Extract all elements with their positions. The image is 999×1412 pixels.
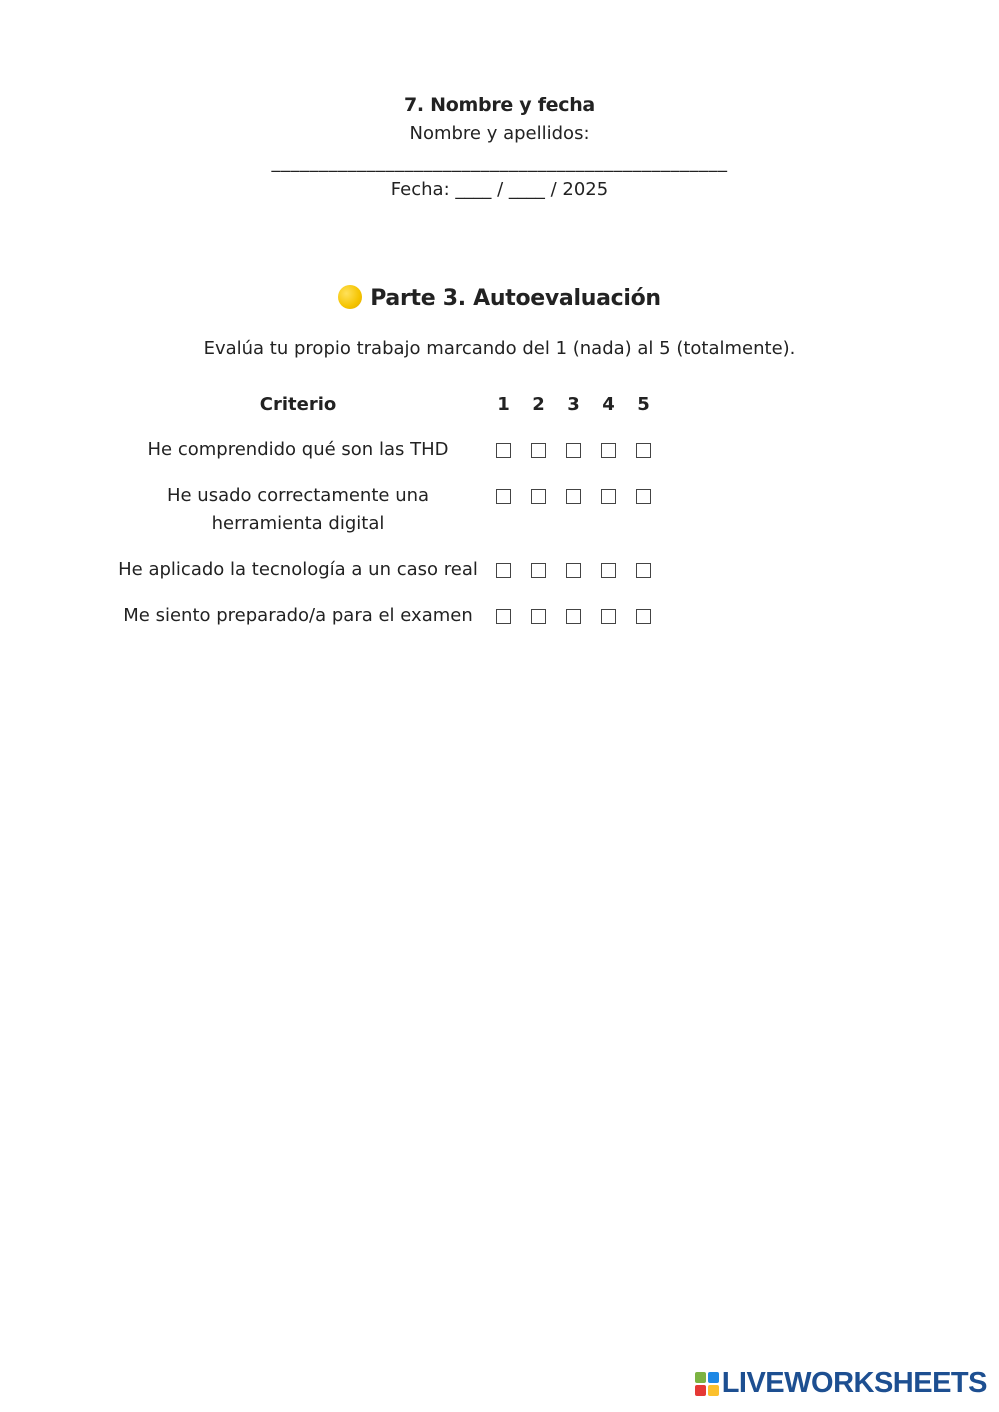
rating-checkbox[interactable] [496, 443, 511, 458]
rating-checkbox[interactable] [636, 489, 651, 504]
table-row [110, 436, 661, 482]
instructions-text: Evalúa tu propio trabajo marcando del 1 (nada) al 5 (totalmente). [203, 338, 796, 359]
rating-checkbox[interactable] [636, 443, 651, 458]
criterion-cell: He usado correctamente una herramienta digital [166, 485, 430, 534]
scale-header-2: 2 [532, 394, 545, 415]
scale-header-1: 1 [497, 394, 510, 415]
logo-square [695, 1385, 706, 1396]
scale-header-5: 5 [637, 394, 650, 415]
rating-checkbox[interactable] [531, 443, 546, 458]
table-row [110, 482, 661, 556]
logo-square [708, 1385, 719, 1396]
name-blank-line: ________________________________________________ [271, 152, 728, 173]
rating-checkbox[interactable] [566, 443, 581, 458]
scale-header-3: 3 [567, 394, 580, 415]
liveworksheets-grid-icon [695, 1372, 719, 1396]
rating-checkbox[interactable] [636, 609, 651, 624]
part3-heading [0, 285, 999, 311]
criterion-header: Criterio [259, 394, 337, 415]
liveworksheets-logo [695, 1367, 987, 1400]
rating-checkbox[interactable] [566, 489, 581, 504]
rating-checkbox[interactable] [636, 563, 651, 578]
rating-checkbox[interactable] [496, 563, 511, 578]
rating-checkbox[interactable] [601, 443, 616, 458]
criterion-cell: Me siento preparado/a para el examen [123, 605, 473, 626]
rating-checkbox[interactable] [566, 609, 581, 624]
rating-checkbox[interactable] [531, 609, 546, 624]
rating-checkbox[interactable] [566, 563, 581, 578]
rating-checkbox[interactable] [601, 489, 616, 504]
rating-checkbox[interactable] [531, 489, 546, 504]
rating-checkbox[interactable] [496, 609, 511, 624]
scale-header-4: 4 [602, 394, 615, 415]
criterion-cell: He comprendido qué son las THD [147, 439, 449, 460]
liveworksheets-wordmark: LIVEWORKSHEETS [721, 1367, 987, 1399]
logo-square [708, 1372, 719, 1383]
yellow-circle-icon [338, 285, 362, 309]
date-line: Fecha: ____ / ____ / 2025 [390, 179, 609, 200]
name-label: Nombre y apellidos: [409, 123, 590, 144]
rating-checkbox[interactable] [531, 563, 546, 578]
criterion-cell: He aplicado la tecnología a un caso real [118, 559, 478, 580]
part3-heading-text: Parte 3. Autoevaluación [370, 286, 661, 311]
logo-square [695, 1372, 706, 1383]
table-row [110, 602, 661, 648]
section-title: 7. Nombre y fecha [404, 94, 595, 116]
table-row [110, 556, 661, 602]
rating-checkbox[interactable] [496, 489, 511, 504]
rating-checkbox[interactable] [601, 609, 616, 624]
table-header-row [110, 390, 661, 436]
self-assessment-table [110, 390, 661, 648]
rating-checkbox[interactable] [601, 563, 616, 578]
